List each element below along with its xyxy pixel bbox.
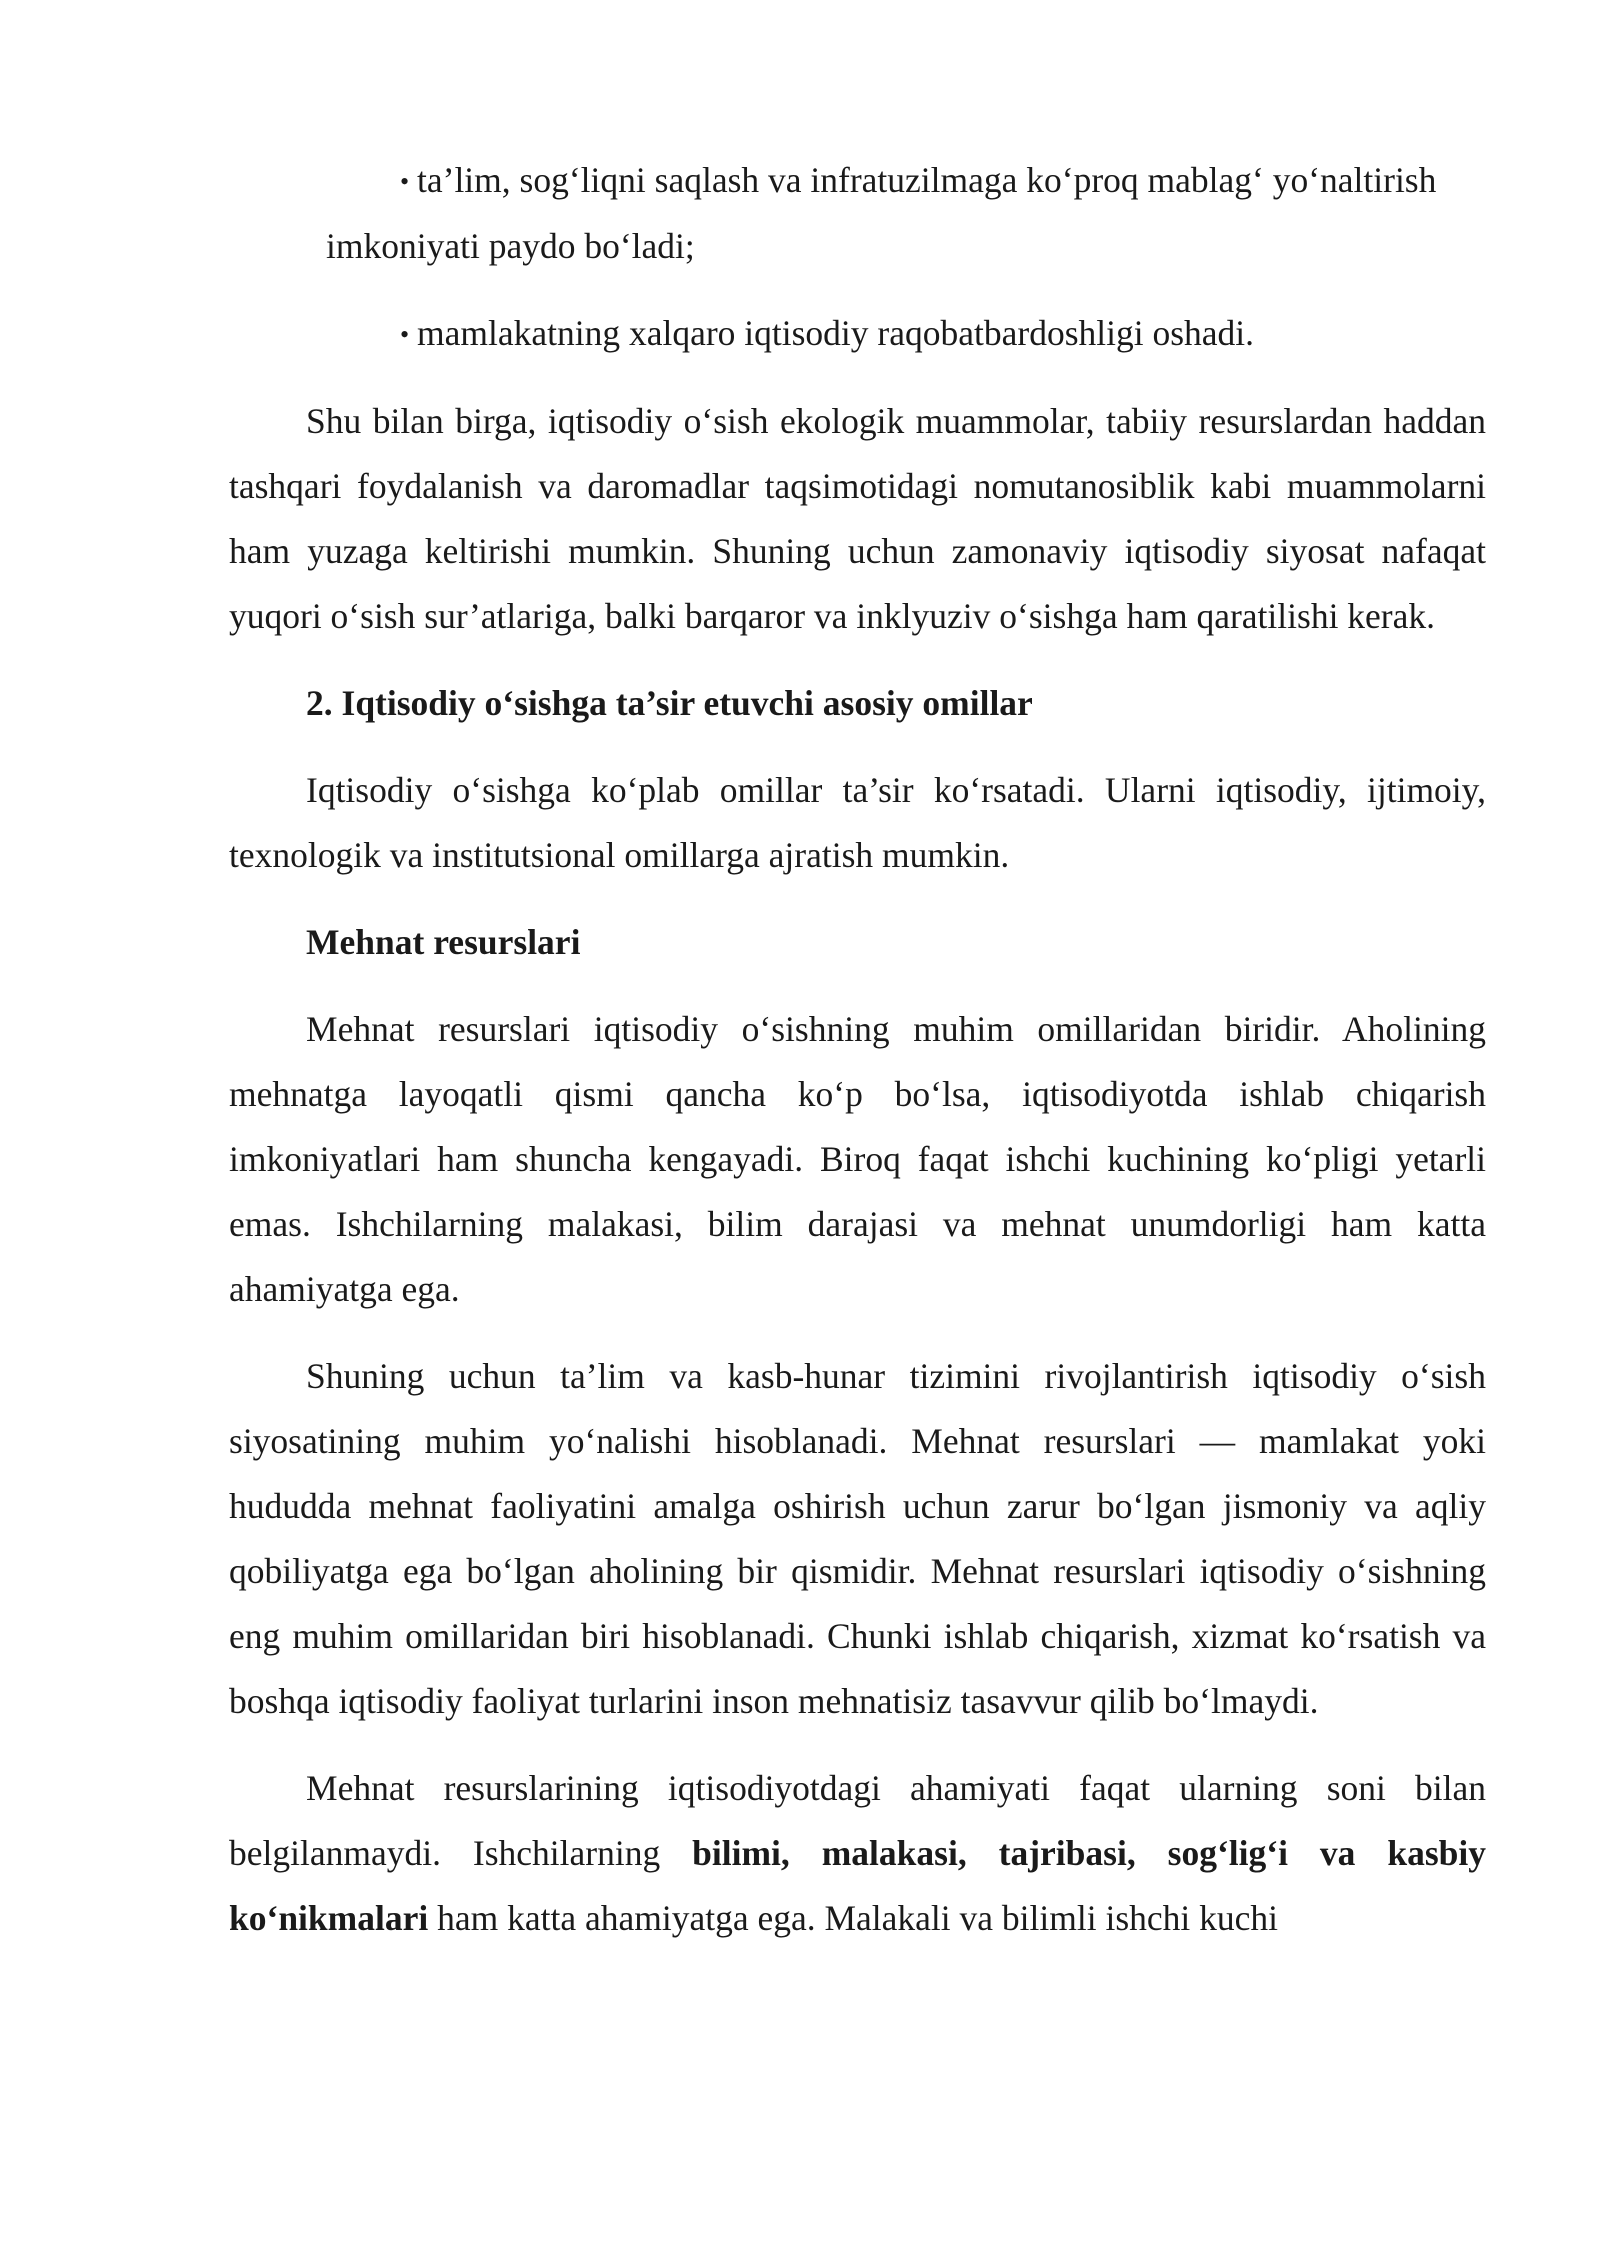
bullet-dot-icon: •	[400, 320, 410, 349]
paragraph-labor-1: Mehnat resurslari iqtisodiy o‘sishning muhim omillaridan biridir. Aholining mehnatga layoqatli qismi qancha ko‘p bo‘lsa, iqtisodiyotda ishlab chiqarish imkoniyatlari ham shuncha kengayadi. Biroq faqat ishchi kuchining ko‘pligi yetarli emas. Ishchilarning malakasi, bilim darajasi va mehnat unumdorligi ham katta ahamiyatga ega.	[229, 1009, 1486, 1309]
bullet-item-2	[229, 301, 1486, 367]
bullet-item-1	[229, 148, 1486, 279]
section-heading: 2. Iqtisodiy o‘sishga ta’sir etuvchi asosiy omillar	[306, 683, 1033, 723]
page-content	[229, 148, 1486, 1973]
bullet-continuation: imkoniyati paydo bo‘ladi;	[326, 226, 695, 266]
sub-heading: Mehnat resurslari	[306, 922, 581, 962]
bullet-dot-icon: •	[400, 167, 410, 196]
bullet-line	[229, 148, 1486, 214]
bullet-line	[229, 301, 1486, 367]
paragraph-text: Mehnat resurslarining iqtisodiyotdagi ahamiyati faqat ularning soni bilan belgilanmaydi. Ishchilarning	[229, 1768, 1486, 1873]
bold-phrase: bilimi, malakasi, tajribasi, sog‘lig‘i va kasbiy ko‘nikmalari	[229, 1833, 1486, 1938]
paragraph-labor-2: Shuning uchun ta’lim va kasb-hunar tizimini rivojlantirish iqtisodiy o‘sish siyosatining muhim yo‘nalishi hisoblanadi. Mehnat resurslari — mamlakat yoki hududda mehnat faoliyatini amalga oshirish uchun zarur bo‘lgan jismoniy va aqliy qobiliyatga ega bo‘lgan aholining bir qismidir. Mehnat resurslari iqtisodiy o‘sishning eng muhim omillaridan biri hisoblanadi. Chunki ishlab chiqarish, xizmat ko‘rsatish va boshqa iqtisodiy faoliyat turlarini inson mehnatisiz tasavvur qilib bo‘lmaydi.	[229, 1356, 1486, 1721]
paragraph-factors: Iqtisodiy o‘sishga ko‘plab omillar ta’sir ko‘rsatadi. Ularni iqtisodiy, ijtimoiy, texnologik va institutsional omillarga ajratish mumkin.	[229, 770, 1486, 875]
bullet-text: ta’lim, sog‘liqni saqlash va infratuzilmaga ko‘proq mablag‘ yo‘naltirish	[417, 160, 1437, 200]
paragraph-intro: Shu bilan birga, iqtisodiy o‘sish ekologik muammolar, tabiiy resurslardan haddan tashqari foydalanish va daromadlar taqsimotidagi nomutanosiblik kabi muammolarni ham yuzaga keltirishi mumkin. Shuning uchun zamonaviy iqtisodiy siyosat nafaqat yuqori o‘sish sur’atlariga, balki barqaror va inklyuziv o‘sishga ham qaratilishi kerak.	[229, 401, 1486, 636]
bullet-text: mamlakatning xalqaro iqtisodiy raqobatbardoshligi oshadi.	[417, 313, 1255, 353]
paragraph-labor-3	[229, 1756, 1486, 1951]
paragraph-text: ham katta ahamiyatga ega. Malakali va bilimli ishchi kuchi	[428, 1898, 1278, 1938]
